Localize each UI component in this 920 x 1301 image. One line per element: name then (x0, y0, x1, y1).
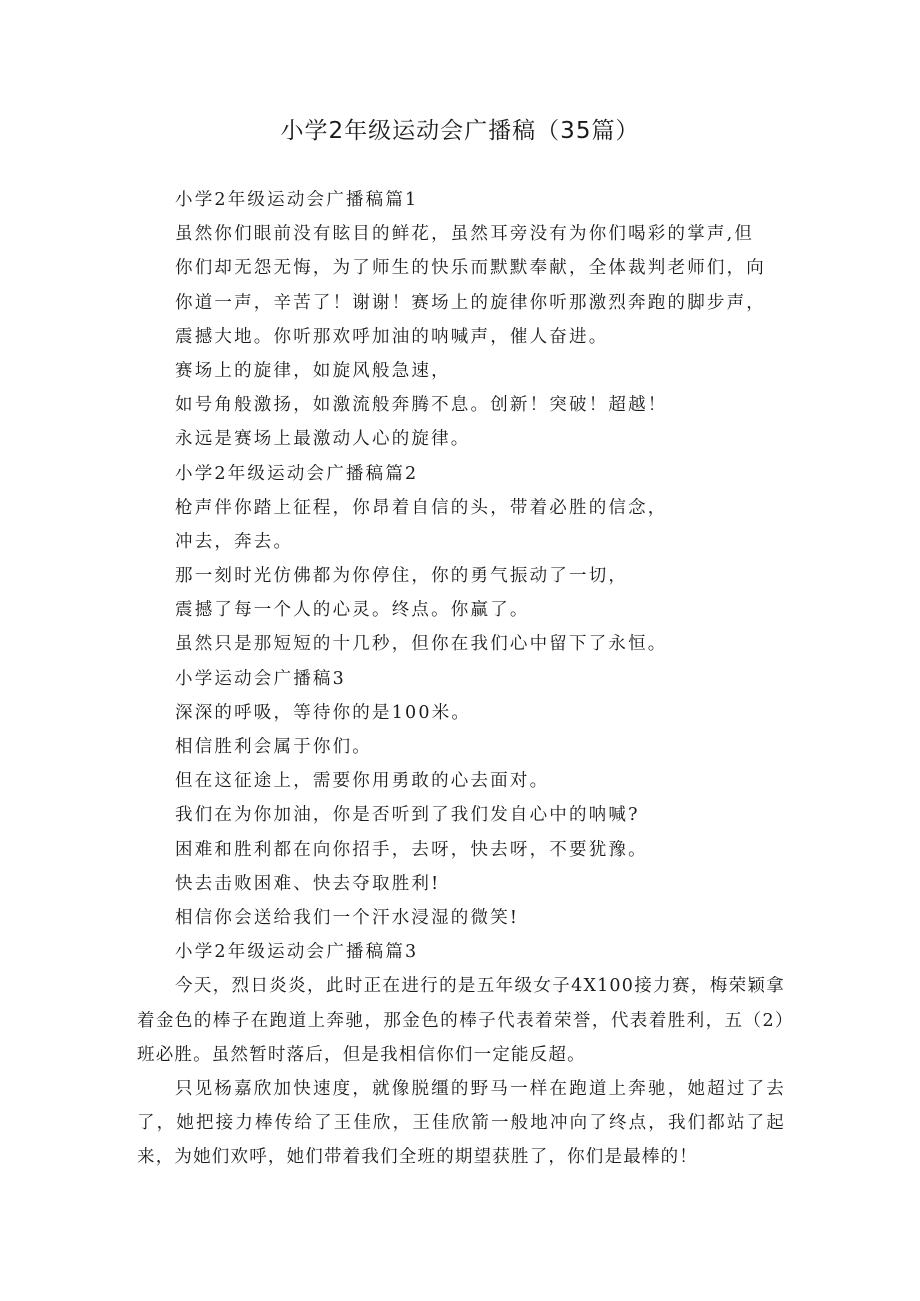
section-heading: 小学运动会广播稿3 (175, 668, 346, 689)
text-line: 赛场上的旋律，如旋风般急速， (175, 360, 451, 381)
text-line: 相信你会送给我们一个汗水浸湿的微笑! (175, 907, 520, 928)
text-line: 冲去，奔去。 (175, 531, 294, 552)
text-line: 如号角般激扬，如激流般奔腾不息。创新！突破！超越！ (175, 395, 668, 416)
paragraph: 只见杨嘉欣加快速度，就像脱缰的野马一样在跑道上奔驰，她超过了去了，她把接力棒传给了王佳欣，王佳欣箭一般地冲向了终点，我们都站了起来，为她们欢呼，她们带着我们全班的期望获胜了，你们是最棒的！ (137, 1078, 785, 1168)
paragraph: 今天，烈日炎炎，此时正在进行的是五年级女子4X100接力赛，梅荣颖拿着金色的棒子在跑道上奔驰，那金色的棒子代表着荣誉，代表着胜利，五（2）班必胜。虽然暂时落后，但是我相信你们一定能反超。 (137, 976, 785, 1065)
text-line: 你们却无怨无悔，为了师生的快乐而默默奉献，全体裁判老师们，向 (175, 258, 766, 279)
text-line: 我们在为你加油，你是否听到了我们发自心中的呐喊? (175, 805, 640, 826)
text-line: 相信胜利会属于你们。 (175, 737, 372, 757)
document-title: 小学2年级运动会广播稿（35篇） (280, 118, 640, 144)
text-line: 深深的呼吸，等待你的是100米。 (175, 702, 472, 723)
section-heading: 小学2年级运动会广播稿篇2 (175, 463, 419, 484)
text-line: 虽然只是那短短的十几秒，但你在我们心中留下了永恒。 (175, 634, 668, 655)
text-line: 虽然你们眼前没有眩目的鲜花，虽然耳旁没有为你们喝彩的掌声,但 (175, 224, 755, 245)
text-line: 震撼了每一个人的心灵。终点。你赢了。 (175, 600, 530, 621)
text-line: 但在这征途上，需要你用勇敢的心去面对。 (175, 771, 550, 792)
section-heading: 小学2年级运动会广播稿篇1 (175, 190, 419, 210)
section-heading: 小学2年级运动会广播稿篇3 (175, 942, 419, 963)
text-line: 永远是赛场上最激动人心的旋律。 (175, 429, 471, 450)
text-line: 震撼大地。你听那欢呼加油的呐喊声，催人奋进。 (175, 326, 609, 347)
text-line: 快去击败困难、快去夺取胜利! (175, 873, 441, 894)
document-body (137, 183, 787, 1175)
text-line: 困难和胜利都在向你招手，去呀，快去呀，不要犹豫。 (175, 839, 648, 860)
text-line: 你道一声，辛苦了！谢谢！赛场上的旋律你听那激烈奔跑的脚步声， (175, 292, 766, 313)
text-line: 那一刻时光仿佛都为你停住，你的勇气振动了一切， (175, 566, 629, 587)
text-line: 枪声伴你踏上征程，你昂着自信的头，带着必胜的信念， (175, 497, 668, 518)
